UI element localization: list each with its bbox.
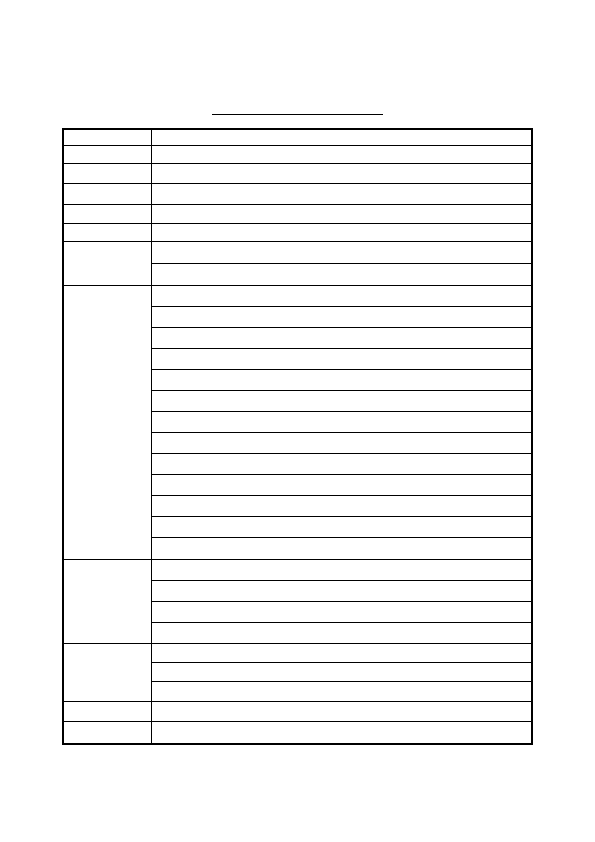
main-line-11[interactable]	[152, 495, 533, 516]
group3-line-1[interactable]	[152, 643, 533, 662]
group2-label	[63, 559, 152, 643]
main-line-8[interactable]	[152, 432, 533, 453]
row-4-value[interactable]	[152, 183, 533, 204]
main-line-1[interactable]	[152, 285, 533, 306]
main-block-label	[63, 285, 152, 559]
row-2-value[interactable]	[152, 145, 533, 163]
row-6-value[interactable]	[152, 223, 533, 241]
group2-line-1[interactable]	[152, 559, 533, 580]
main-line-3[interactable]	[152, 327, 533, 348]
main-line	[63, 285, 532, 306]
signature-cell[interactable]	[152, 721, 533, 744]
signature-label	[63, 721, 152, 744]
form-row-6	[63, 223, 532, 241]
row-1-value[interactable]	[152, 129, 533, 145]
main-line-5[interactable]	[152, 369, 533, 390]
row-7-value[interactable]	[152, 241, 533, 263]
form-row-3	[63, 163, 532, 183]
row-4-label	[63, 183, 152, 204]
row-5-value[interactable]	[152, 204, 533, 223]
row-6-label	[63, 223, 152, 241]
form-table	[62, 128, 533, 745]
group2-line-4[interactable]	[152, 622, 533, 643]
pledge-label	[63, 701, 152, 721]
row-2-label	[63, 145, 152, 163]
form-row-1	[63, 129, 532, 145]
form-row-7a	[63, 241, 532, 263]
main-line-12[interactable]	[152, 516, 533, 537]
group3-label	[63, 643, 152, 701]
row-5-label	[63, 204, 152, 223]
row-3-label	[63, 163, 152, 183]
form-row-4	[63, 183, 532, 204]
group3-line-2[interactable]	[152, 662, 533, 681]
pledge-statement	[152, 701, 533, 721]
main-line-2[interactable]	[152, 306, 533, 327]
pledge-row	[63, 701, 532, 721]
main-line-4[interactable]	[152, 348, 533, 369]
group2-line-3[interactable]	[152, 601, 533, 622]
form-row-2	[63, 145, 532, 163]
main-line-13[interactable]	[152, 537, 533, 559]
group3-line	[63, 643, 532, 662]
row-3-value[interactable]	[152, 163, 533, 183]
group2-line-2[interactable]	[152, 580, 533, 601]
main-line-9[interactable]	[152, 453, 533, 474]
row-1-label	[63, 129, 152, 145]
group3-line-3[interactable]	[152, 681, 533, 701]
signature-row	[63, 721, 532, 744]
row-7-label	[63, 241, 152, 285]
row-7-value-2[interactable]	[152, 263, 533, 285]
main-line-6[interactable]	[152, 390, 533, 411]
form-row-5	[63, 204, 532, 223]
main-line-7[interactable]	[152, 411, 533, 432]
main-line-10[interactable]	[152, 474, 533, 495]
group2-line	[63, 559, 532, 580]
